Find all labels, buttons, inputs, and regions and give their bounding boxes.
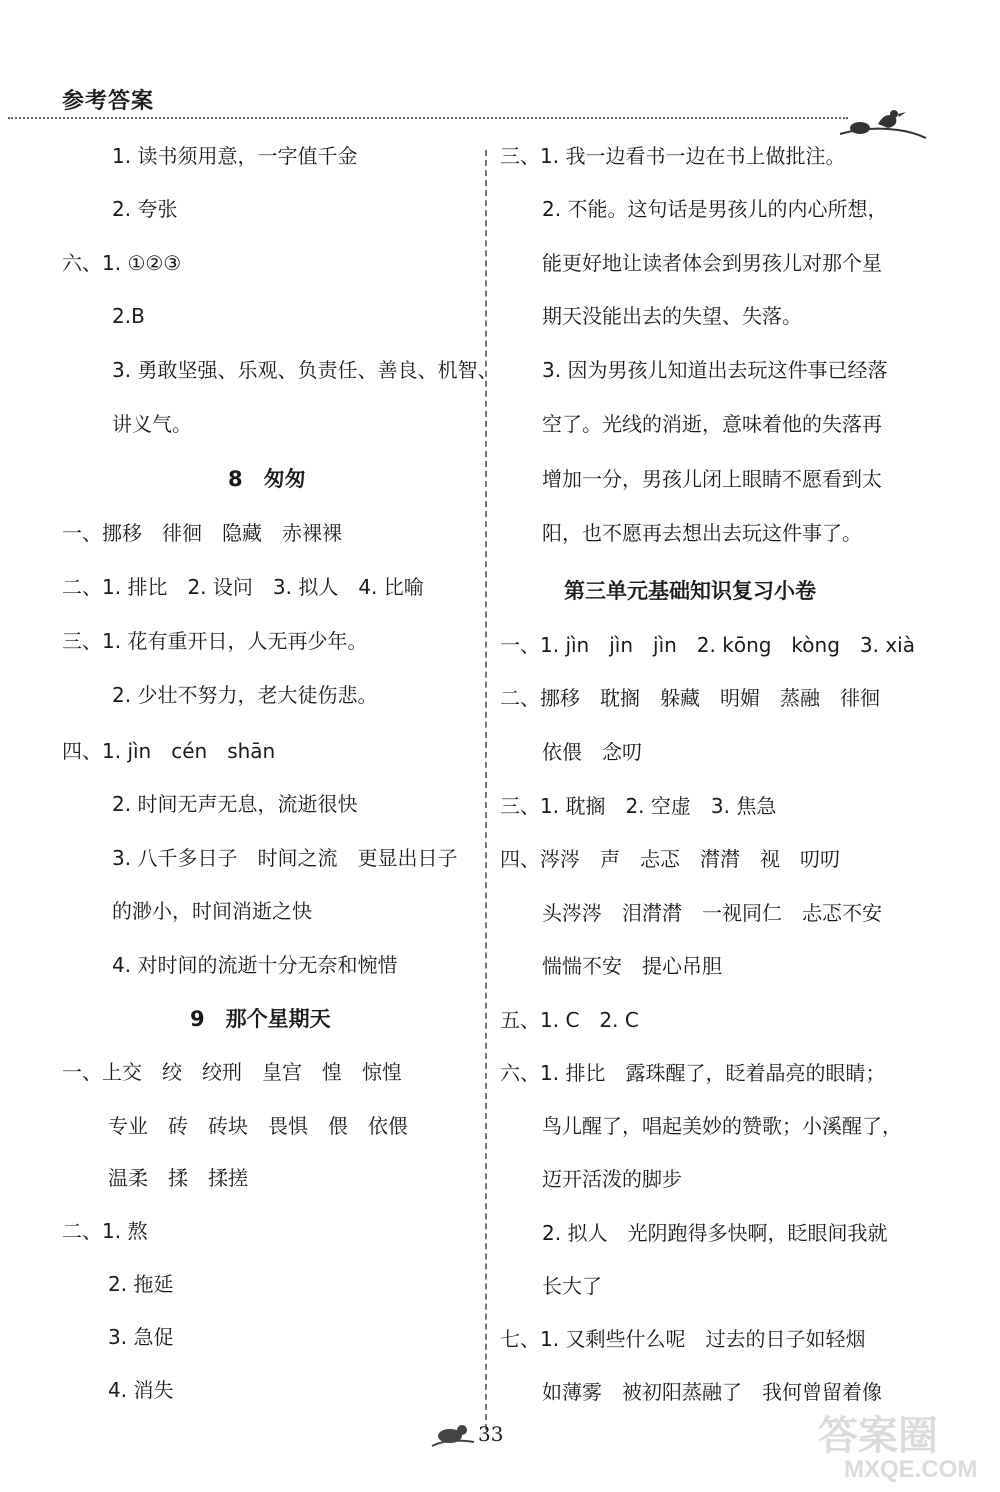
bird-branch-icon xyxy=(838,104,928,140)
answer-line: 2. 时间无声无息，流逝很快 xyxy=(112,792,358,816)
answer-line: 2. 拖延 xyxy=(108,1272,174,1296)
answer-line: 四、1. jìn cén shān xyxy=(62,739,276,763)
column-divider xyxy=(485,150,487,1430)
answer-line: 2. 拟人 光阴跑得多快啊，眨眼间我就 xyxy=(542,1221,888,1245)
header-divider xyxy=(8,117,848,119)
section-heading: 8 匆匆 xyxy=(228,467,306,491)
answer-line: 三、1. 花有重开日，人无再少年。 xyxy=(62,629,368,653)
section-heading: 9 那个星期天 xyxy=(190,1007,331,1031)
answer-line: 专业 砖 砖块 畏惧 偎 依偎 xyxy=(108,1114,408,1138)
answer-line: 3. 急促 xyxy=(108,1325,174,1349)
answer-line: 空了。光线的消逝，意味着他的失落再 xyxy=(542,412,882,436)
answer-line: 2. 少壮不努力，老大徒伤悲。 xyxy=(112,683,378,707)
answer-line: 二、挪移 耽搁 躲藏 明媚 蒸融 徘徊 xyxy=(500,686,880,710)
watermark-text: 答案圈 xyxy=(818,1413,938,1459)
answer-line: 阳，也不愿再去想出去玩这件事了。 xyxy=(542,521,862,545)
answer-line: 迈开活泼的脚步 xyxy=(542,1167,682,1191)
answer-line: 三、1. 我一边看书一边在书上做批注。 xyxy=(500,144,846,168)
answer-line: 长大了 xyxy=(542,1274,602,1298)
answer-line: 能更好地让读者体会到男孩儿对那个星 xyxy=(542,251,882,275)
answer-line: 讲义气。 xyxy=(112,412,192,436)
page-header-title: 参考答案 xyxy=(62,89,155,114)
section-heading: 第三单元基础知识复习小卷 xyxy=(564,579,816,603)
answer-line: 二、1. 熬 xyxy=(62,1219,148,1243)
answer-line: 二、1. 排比 2. 设问 3. 拟人 4. 比喻 xyxy=(62,575,424,599)
answer-line: 一、上交 绞 绞刑 皇宫 惶 惊惶 xyxy=(62,1060,402,1084)
answer-line: 3. 勇敢坚强、乐观、负责任、善良、机智、 xyxy=(112,358,498,382)
answer-line: 鸟儿醒了，唱起美妙的赞歌；小溪醒了， xyxy=(542,1114,902,1138)
answer-line: 惴惴不安 提心吊胆 xyxy=(542,954,722,978)
answer-line: 三、1. 耽搁 2. 空虚 3. 焦急 xyxy=(500,794,777,818)
answer-line: 温柔 揉 揉搓 xyxy=(108,1166,248,1190)
answer-line: 头涔涔 泪潸潸 一视同仁 忐忑不安 xyxy=(542,901,882,925)
answer-line: 依偎 念叨 xyxy=(542,740,642,764)
answer-line: 3. 因为男孩儿知道出去玩这件事已经落 xyxy=(542,358,888,382)
answer-line: 期天没能出去的失望、失落。 xyxy=(542,304,802,328)
answer-line: 4. 对时间的流逝十分无奈和惋惜 xyxy=(112,953,398,977)
answer-line: 2.B xyxy=(112,304,145,328)
answer-line: 3. 八千多日子 时间之流 更显出日子 xyxy=(112,846,458,870)
answer-line: 六、1. ①②③ xyxy=(62,251,182,275)
watermark-url: MXQE.COM xyxy=(844,1456,978,1483)
answer-line: 的渺小，时间消逝之快 xyxy=(112,899,312,923)
answer-line: 六、1. 排比 露珠醒了，眨着晶亮的眼睛； xyxy=(500,1061,886,1085)
answer-line: 一、挪移 徘徊 隐藏 赤裸裸 xyxy=(62,521,342,545)
answer-line: 七、1. 又剩些什么呢 过去的日子如轻烟 xyxy=(500,1327,866,1351)
answer-line: 4. 消失 xyxy=(108,1378,174,1402)
answer-line: 2. 夸张 xyxy=(112,197,178,221)
answer-line: 五、1. C 2. C xyxy=(500,1008,639,1032)
answer-line: 四、涔涔 声 忐忑 潸潸 视 叨叨 xyxy=(500,847,840,871)
answer-line: 如薄雾 被初阳蒸融了 我何曾留着像 xyxy=(542,1380,882,1404)
watermark-logo xyxy=(818,1404,994,1490)
answer-line: 增加一分，男孩儿闭上眼睛不愿看到太 xyxy=(542,467,882,491)
answer-line: 一、1. jìn jìn jìn 2. kōng kòng 3. xià xyxy=(500,633,915,657)
bird-icon xyxy=(428,1418,478,1452)
answer-line: 2. 不能。这句话是男孩儿的内心所想， xyxy=(542,197,888,221)
answer-line: 1. 读书须用意，一字值千金 xyxy=(112,144,358,168)
page-number: 33 xyxy=(478,1422,504,1446)
